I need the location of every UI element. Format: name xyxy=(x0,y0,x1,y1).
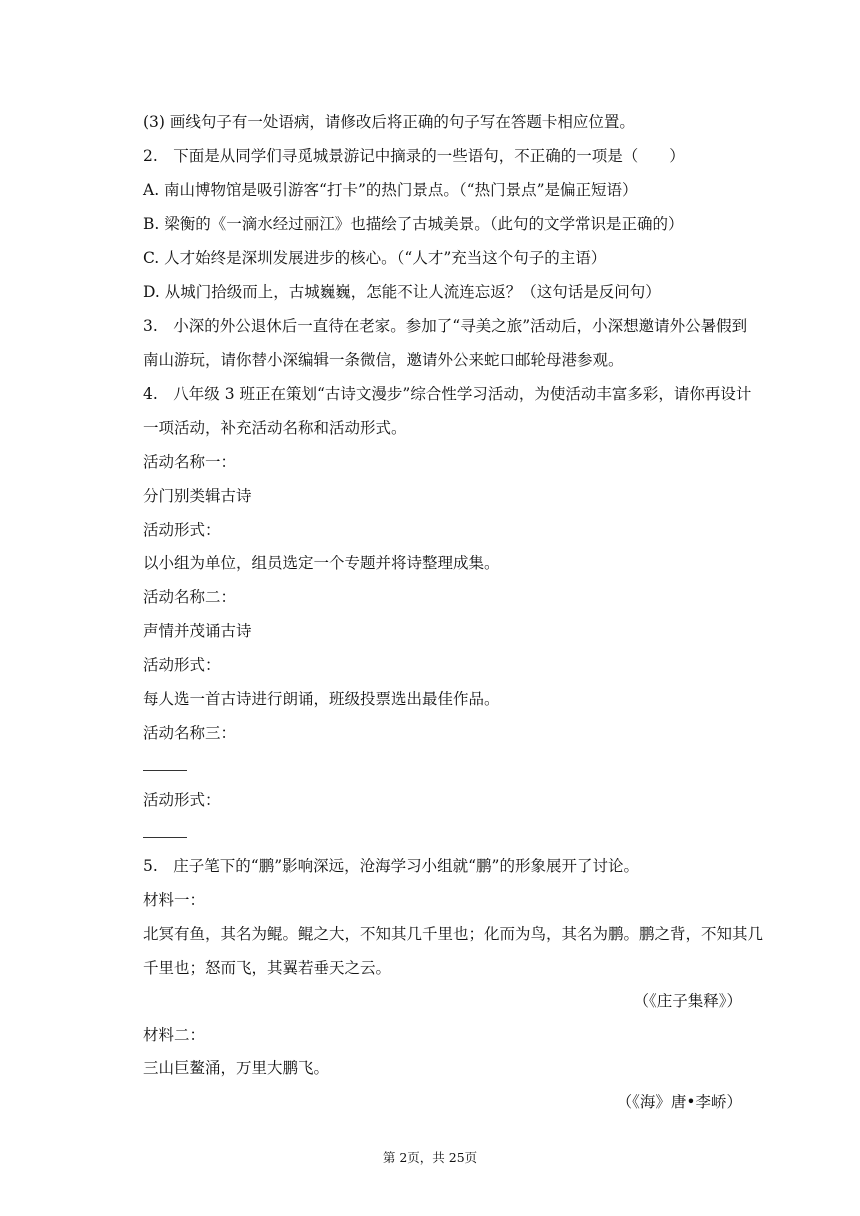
material-1-line-2: 千里也；怒而飞，其翼若垂天之云。 xyxy=(143,959,392,977)
question-3-line-2: 南山游玩，请你替小深编辑一条微信，邀请外公来蛇口邮轮母港参观。 xyxy=(143,351,624,369)
question-3-line-1: 3. 小深的外公退休后一直待在老家。参加了“寻美之旅”活动后，小深想邀请外公暑假到 xyxy=(143,317,748,335)
question-2-option-c: C. 人才始终是深圳发展进步的核心。（“人才”充当这个句子的主语） xyxy=(143,249,607,267)
material-2-label: 材料二： xyxy=(143,1026,206,1044)
activity-1-name-label: 活动名称一： xyxy=(143,453,237,471)
question-1-part-3: (3) 画线句子有一处语病，请修改后将正确的句子写在答题卡相应位置。 xyxy=(143,113,635,131)
material-2-text: 三山巨鳌涌，万里大鹏飞。 xyxy=(143,1059,330,1077)
activity-2-name: 声情并茂诵古诗 xyxy=(143,622,252,640)
question-4-line-1: 4. 八年级 3 班正在策划“古诗文漫步”综合性学习活动，为使活动丰富多彩，请你再设计 xyxy=(143,385,752,403)
activity-2-name-label: 活动名称二： xyxy=(143,588,237,606)
question-5-stem: 5. 庄子笔下的“鹏”影响深远，沧海学习小组就“鹏”的形象展开了讨论。 xyxy=(143,857,639,875)
activity-2-form-label: 活动形式： xyxy=(143,656,221,674)
material-1-line-1: 北冥有鱼，其名为鲲。鲲之大，不知其几千里也；化而为鸟，其名为鹏。鹏之背，不知其几 xyxy=(143,925,764,943)
page-footer: 第 2页，共 25页 xyxy=(382,1150,478,1165)
material-2-source: （《海》唐•李峤） xyxy=(616,1093,742,1111)
activity-1-form: 以小组为单位，组员选定一个专题并将诗整理成集。 xyxy=(143,554,500,572)
question-4-line-2: 一项活动，补充活动名称和活动形式。 xyxy=(143,419,407,437)
question-2-option-b: B. 梁衡的《一滴水经过丽江》也描绘了古城美景。（此句的文学常识是正确的） xyxy=(143,215,684,233)
activity-3-name-label: 活动名称三： xyxy=(143,724,237,742)
activity-1-name: 分门别类辑古诗 xyxy=(143,487,252,505)
activity-3-form-blank xyxy=(143,837,187,838)
activity-3-name-blank xyxy=(143,770,187,771)
activity-3-form-label: 活动形式： xyxy=(143,791,221,809)
activity-2-form: 每人选一首古诗进行朗诵，班级投票选出最佳作品。 xyxy=(143,690,500,708)
question-2-option-a: A. 南山博物馆是吸引游客“打卡”的热门景点。（“热门景点”是偏正短语） xyxy=(143,181,638,199)
question-2-option-d: D. 从城门拾级而上，古城巍巍，怎能不让人流连忘返？（这句话是反问句） xyxy=(143,283,661,301)
material-1-source: （《庄子集释》） xyxy=(633,992,742,1010)
activity-1-form-label: 活动形式： xyxy=(143,521,221,539)
material-1-label: 材料一： xyxy=(143,891,206,909)
question-2-stem: 2. 下面是从同学们寻觅城景游记中摘录的一些语句，不正确的一项是（ ） xyxy=(143,147,685,165)
